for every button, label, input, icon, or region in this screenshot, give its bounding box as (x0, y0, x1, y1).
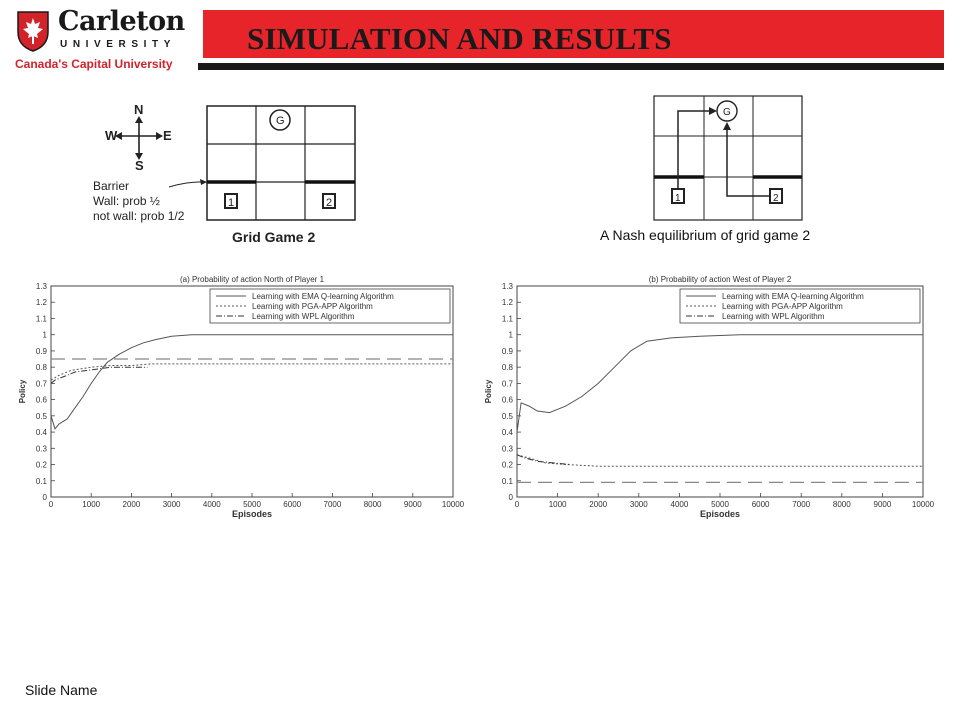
y-tick-label: 1.2 (35, 298, 47, 308)
grid-game-caption: Grid Game 2 (232, 229, 316, 245)
x-tick-label: 2000 (589, 500, 608, 509)
x-tick-label: 3000 (629, 500, 648, 509)
x-tick-label: 6000 (283, 500, 302, 509)
nash-player1-label: 1 (675, 193, 681, 204)
compass-icon (105, 102, 172, 173)
nash-player2-label: 2 (773, 193, 779, 204)
legend-label: Learning with EMA Q-learning Algorithm (252, 292, 394, 301)
x-tick-label: 8000 (363, 500, 382, 509)
x-tick-label: 0 (514, 500, 520, 509)
compass-south: S (135, 158, 144, 173)
maple-leaf-crest-icon (14, 10, 52, 52)
y-axis-label: Policy (484, 379, 493, 404)
y-tick-label: 1.3 (35, 282, 47, 291)
carleton-logo (12, 8, 187, 74)
y-tick-label: 0.8 (35, 363, 47, 373)
x-tick-label: 1000 (548, 500, 567, 509)
y-tick-label: 0.6 (501, 395, 513, 405)
x-tick-label: 4000 (202, 500, 221, 509)
grid-board (207, 106, 355, 220)
chart-north-player1 (4, 272, 470, 520)
y-tick-label: 0.3 (35, 444, 47, 454)
x-tick-label: 7000 (792, 500, 811, 509)
compass-east: E (163, 128, 172, 143)
y-tick-label: 1.3 (501, 282, 513, 291)
y-tick-label: 1.2 (501, 298, 513, 308)
legend-label: Learning with WPL Algorithm (252, 312, 355, 321)
annotation-barrier: Barrier (93, 179, 130, 193)
y-tick-label: 0.3 (501, 444, 513, 454)
nash-figure (592, 92, 872, 252)
slide-name: Slide Name (25, 682, 98, 698)
y-tick-label: 0.4 (35, 428, 47, 438)
title-rule (198, 63, 944, 70)
legend-label: Learning with EMA Q-learning Algorithm (722, 292, 864, 301)
x-tick-label: 9000 (403, 500, 422, 509)
y-tick-label: 0.5 (35, 411, 47, 421)
y-tick-label: 0.7 (501, 379, 513, 389)
x-tick-label: 1000 (82, 500, 101, 509)
y-tick-label: 0 (42, 493, 47, 502)
compass-west: W (105, 128, 118, 143)
y-tick-label: 1.1 (501, 314, 513, 324)
y-tick-label: 1.1 (35, 314, 47, 324)
x-tick-label: 6000 (751, 500, 770, 509)
legend-label: Learning with PGA-APP Algorithm (722, 302, 843, 311)
x-tick-label: 7000 (323, 500, 342, 509)
x-tick-label: 3000 (162, 500, 181, 509)
player2-label: 2 (326, 197, 333, 209)
x-tick-label: 4000 (670, 500, 689, 509)
y-tick-label: 1 (508, 330, 513, 340)
x-tick-label: 10000 (911, 500, 935, 509)
x-tick-label: 0 (48, 500, 54, 509)
chart-west-player2 (480, 272, 950, 520)
university-word: UNIVERSITY (60, 39, 177, 50)
legend-label: Learning with WPL Algorithm (722, 312, 825, 321)
slide-title: SIMULATION AND RESULTS (247, 21, 672, 56)
y-tick-label: 0.9 (35, 346, 47, 356)
y-tick-label: 0 (508, 493, 513, 502)
chart-title: (b) Probability of action West of Player 2 (648, 275, 792, 284)
x-tick-label: 5000 (243, 500, 261, 509)
player1-label: 1 (228, 197, 235, 209)
nash-caption: A Nash equilibrium of grid game 2 (600, 227, 811, 243)
x-tick-label: 8000 (832, 500, 851, 509)
x-tick-label: 2000 (122, 500, 141, 509)
university-tagline: Canada's Capital University (15, 57, 173, 71)
goal-label: G (276, 115, 285, 127)
title-bar (203, 10, 944, 58)
y-tick-label: 0.4 (501, 428, 513, 438)
y-tick-label: 0.9 (501, 346, 513, 356)
nash-goal-label: G (723, 107, 731, 118)
y-tick-label: 0.7 (35, 379, 47, 389)
x-tick-label: 5000 (711, 500, 729, 509)
grid-game-figure (85, 98, 375, 258)
x-axis-label: Episodes (231, 509, 273, 519)
y-tick-label: 1 (42, 330, 47, 340)
y-tick-label: 0.1 (501, 476, 513, 486)
annotation-not-wall: not wall: prob 1/2 (93, 209, 185, 223)
x-tick-label: 9000 (873, 500, 892, 509)
x-axis-label: Episodes (699, 509, 741, 519)
chart-title: (a) Probability of action North of Player 1 (179, 275, 325, 284)
y-axis-label: Policy (18, 379, 27, 404)
y-tick-label: 0.2 (501, 460, 513, 470)
y-tick-label: 0.8 (501, 363, 513, 373)
y-tick-label: 0.6 (35, 395, 47, 405)
y-tick-label: 0.5 (501, 411, 513, 421)
y-tick-label: 0.2 (35, 460, 47, 470)
university-name: Carleton (58, 6, 185, 37)
legend-label: Learning with PGA-APP Algorithm (252, 302, 373, 311)
annotation-wall: Wall: prob ½ (93, 194, 160, 208)
compass-north: N (134, 102, 144, 117)
x-tick-label: 10000 (441, 500, 465, 509)
y-tick-label: 0.1 (35, 476, 47, 486)
